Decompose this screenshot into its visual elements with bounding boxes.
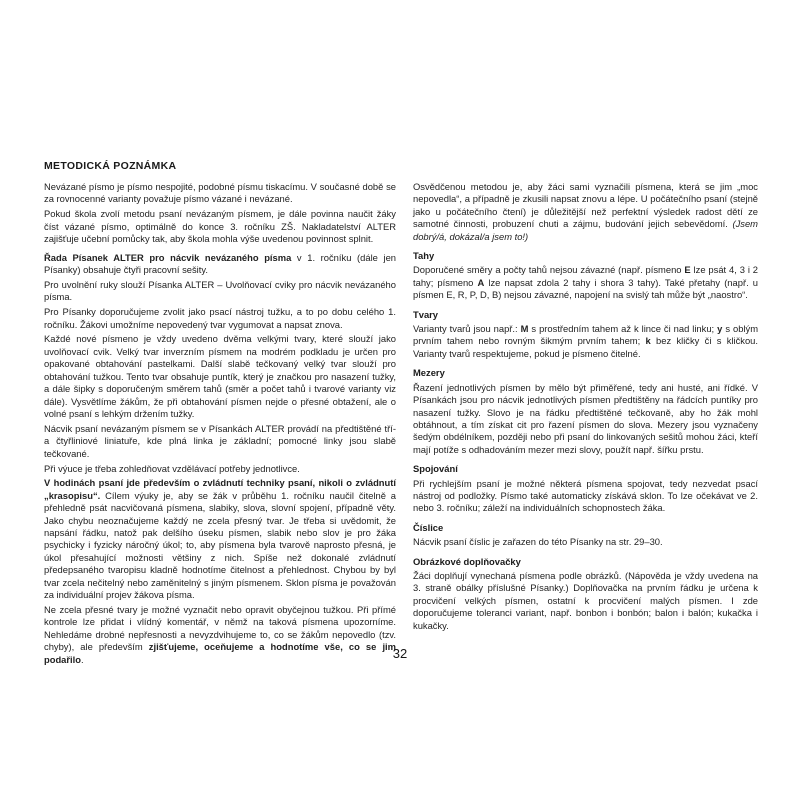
paragraph bbox=[413, 181, 758, 243]
paragraph: Pro Písanky doporučujeme zvolit jako psací nástroj tužku, a to po dobu celého 1. ročníku. Žákovi umožníme nepovedený tvar vygumovat a napsat znova. bbox=[44, 306, 396, 330]
bold-text: k bbox=[645, 335, 651, 347]
bold-text: E bbox=[684, 264, 691, 276]
section-heading-tahy: Tahy bbox=[413, 250, 435, 262]
left-column bbox=[44, 181, 396, 669]
text-segment: Varianty tvarů jsou např.: bbox=[413, 323, 521, 335]
text-segment: lze psát 4, 3 i 2 tahy; písmeno bbox=[413, 264, 758, 288]
section-heading-doplnovacky: Obrázkové doplňovačky bbox=[413, 555, 521, 567]
two-column-layout bbox=[44, 181, 758, 669]
text-segment: Osvědčenou metodou je, aby žáci sami vyznačili písmena, která se jim „moc nepovedla“, a případně je zkusili napsat znovu a lépe. U počátečního psaní (stejně jako u počátečního čtení) je důležitější než perfektní výsledek radost dětí ze samotné činnosti, probuzení chuti a zájmu, budování jejich sebevědomí. bbox=[413, 181, 758, 230]
text-segment: lze napsat zdola 2 tahy i shora 3 tahy). Také přetahy (např. u písmen E, R, P, D, B) nejsou závazné, napojení na svislý tah může být „naostro“. bbox=[413, 276, 759, 301]
paragraph: Každé nové písmeno je vždy uvedeno dvěma velkými tvary, které slouží jako uvolňovací cvik. Velký tvar inverzním písmem na modrém podkladu je určen pro opakované obtahování pastelkami. Další slabě tečkovaný velký tvar slouží pro obtahování tužkou. Tento tvar obsahuje puntík, který je značkou pro nasazení tužky, a dále šipky s doporučeným směrem tahů (směr a počet tahů i tvarové varianty viz dále). Vysvětlíme žákům, že při obtahování písmen nejde o přesné obtažení, ale o volné psaní s lehkým držením tužky. bbox=[44, 333, 396, 419]
bold-text: y bbox=[717, 323, 723, 335]
section-heading-tvary: Tvary bbox=[413, 308, 439, 320]
text-segment: . bbox=[80, 653, 84, 665]
paragraph: Nácvik psaní nevázaným písmem se v Písankách ALTER provádí na předtištěné tří- a čtyřliniové liniatuře, kde plná linka je základní; pomocné linky jsou slabě tečkované. bbox=[44, 422, 396, 459]
italic-text: (Jsem dobrý/á, dokázal/a jsem to!) bbox=[413, 218, 758, 242]
paragraph bbox=[413, 264, 758, 301]
bold-text: A bbox=[477, 276, 485, 288]
paragraph: Řazení jednotlivých písmen by mělo být přiměřené, tedy ani husté, ani řídké. V Písankách jsou pro nácvik jednotlivých písmen předtištěny na řádcích puntíky pro nasazení tužky. Slovo je na řádku předtištěné tečkovaně, aby ho žák mohl obtáhnout, a tím získat cit pro řazení písmen do slova. Mezery jsou vyznačeny šedým obdélníkem, později nebo při psaní do linkovaných sešitů mohou žáci, kteří mají potíže s odhadováním mezer mezi slovy, použít např. šířku prstu. bbox=[413, 381, 758, 455]
paragraph: Při rychlejším psaní je možné některá písmena spojovat, tedy nezvedat psací nástroj od podložky. Písmo také automaticky získává sklon. To lze očekávat ve 2. nebo 3. ročníku; záleží na individuálních schopnostech žáka. bbox=[413, 477, 758, 514]
right-column bbox=[413, 181, 758, 669]
section-heading-spojovani: Spojování bbox=[413, 463, 458, 475]
paragraph: Pro uvolnění ruky slouží Písanka ALTER – Uvolňovací cviky pro nácvik nevázaného písma. bbox=[44, 278, 396, 303]
paragraph bbox=[44, 252, 396, 277]
page-number: 32 bbox=[392, 646, 408, 661]
text-segment: Doporučené směry a počty tahů nejsou závazné (např. písmeno bbox=[413, 264, 685, 276]
paragraph: Nácvik psaní číslic je zařazen do této Písanky na str. 29–30. bbox=[413, 536, 663, 548]
bold-text: M bbox=[520, 323, 529, 335]
section-heading-mezery: Mezery bbox=[413, 367, 445, 379]
section-heading-cislice: Číslice bbox=[413, 521, 444, 533]
text-segment: Cílem výuky je, aby se žák v průběhu 1. ročníku naučil čitelně a přehledně psát nacvičovaná písmena, slabiky, slova, slovní spojení, případně věty. Jako chybu neoznačujeme každý ne zcela přesný tvar. Je třeba si uvědomit, že napsání řádku, natož pak delšího úseku písmen, slabik nebo slov je pro žáka psychicky i fyzicky náročný úkol; to, aby písmena byla tvarově naprosto přesná, je úkol přesahující možnosti většiny z nich. Spíše než dokonalé zvládnutí předepsaného tvaropisu kladně hodnotíme čitelnost a přehlednost. Chybou by byl tvar zcela nečitelný nebo zaměnitelný s jiným písmenem. Sklon písma je považován za individuální projev žákova písma. bbox=[44, 489, 396, 601]
bold-text: Řada Písanek ALTER pro nácvik nevázaného písma bbox=[44, 251, 292, 263]
paragraph bbox=[413, 323, 758, 360]
paragraph: Při výuce je třeba zohledňovat vzdělávací potřeby jednotlivce. bbox=[44, 462, 300, 474]
text-segment: bez kličky či s kličkou. Varianty tvarů respektujeme, pokud je písmeno čitelné. bbox=[413, 335, 759, 359]
paragraph bbox=[44, 477, 396, 601]
paragraph: Nevázané písmo je písmo nespojité, podobné písmu tiskacímu. V současné době se za rovnocenné varianty považuje písmo vázané i nevázané. bbox=[44, 181, 396, 205]
page-title: METODICKÁ POZNÁMKA bbox=[44, 160, 177, 173]
text-segment: Ne zcela přesné tvary je možné vyznačit nebo opravit obyčejnou tužkou. Při přímé kontrole lze přidat i vlídný komentář, v němž na taková písmena upozorníme. Nehledáme drobné nepřesnosti a nevyzdvihujeme to, co se žákům nepovedlo (tzv. chyby), ale především bbox=[44, 604, 396, 653]
text-segment: s prostředním tahem až k lince či nad linku; bbox=[528, 323, 718, 335]
paragraph: Žáci doplňují vynechaná písmena podle obrázků. (Nápověda je vždy uvedena na 3. straně obálky příslušné Písanky.) Doplňovačka na prvním řádku je určena k procvičení velkých písmen, ostatní k procvičení malých písmen. I zde doporučujeme toleranci variant, např. bonbon i bonbón; balon i balón; kukačka i kukačky. bbox=[413, 569, 758, 631]
text-segment: v 1. ročníku (dále jen Písanky) obsahuje čtyři pracovní sešity. bbox=[44, 251, 396, 275]
paragraph: Pokud škola zvolí metodu psaní nevázaným písmem, je dále povinna naučit žáky číst vázané písmo, optimálně do konce 3. ročníku ZŠ. Nakladatelství ALTER zajišťuje učební pomůcky tak, aby škola mohla výše uvedenou povinnost splnit. bbox=[44, 208, 396, 245]
text-segment: s oblým prvním tahem nebo rovným šikmým prvním tahem; bbox=[413, 323, 759, 347]
bold-text: V hodinách psaní jde především o zvládnutí techniky psaní, nikoli o zvládnutí „krasopisu“. bbox=[44, 477, 396, 501]
bold-text: zjišťujeme, oceňujeme a hodnotíme vše, co se jim podařilo bbox=[44, 641, 396, 665]
